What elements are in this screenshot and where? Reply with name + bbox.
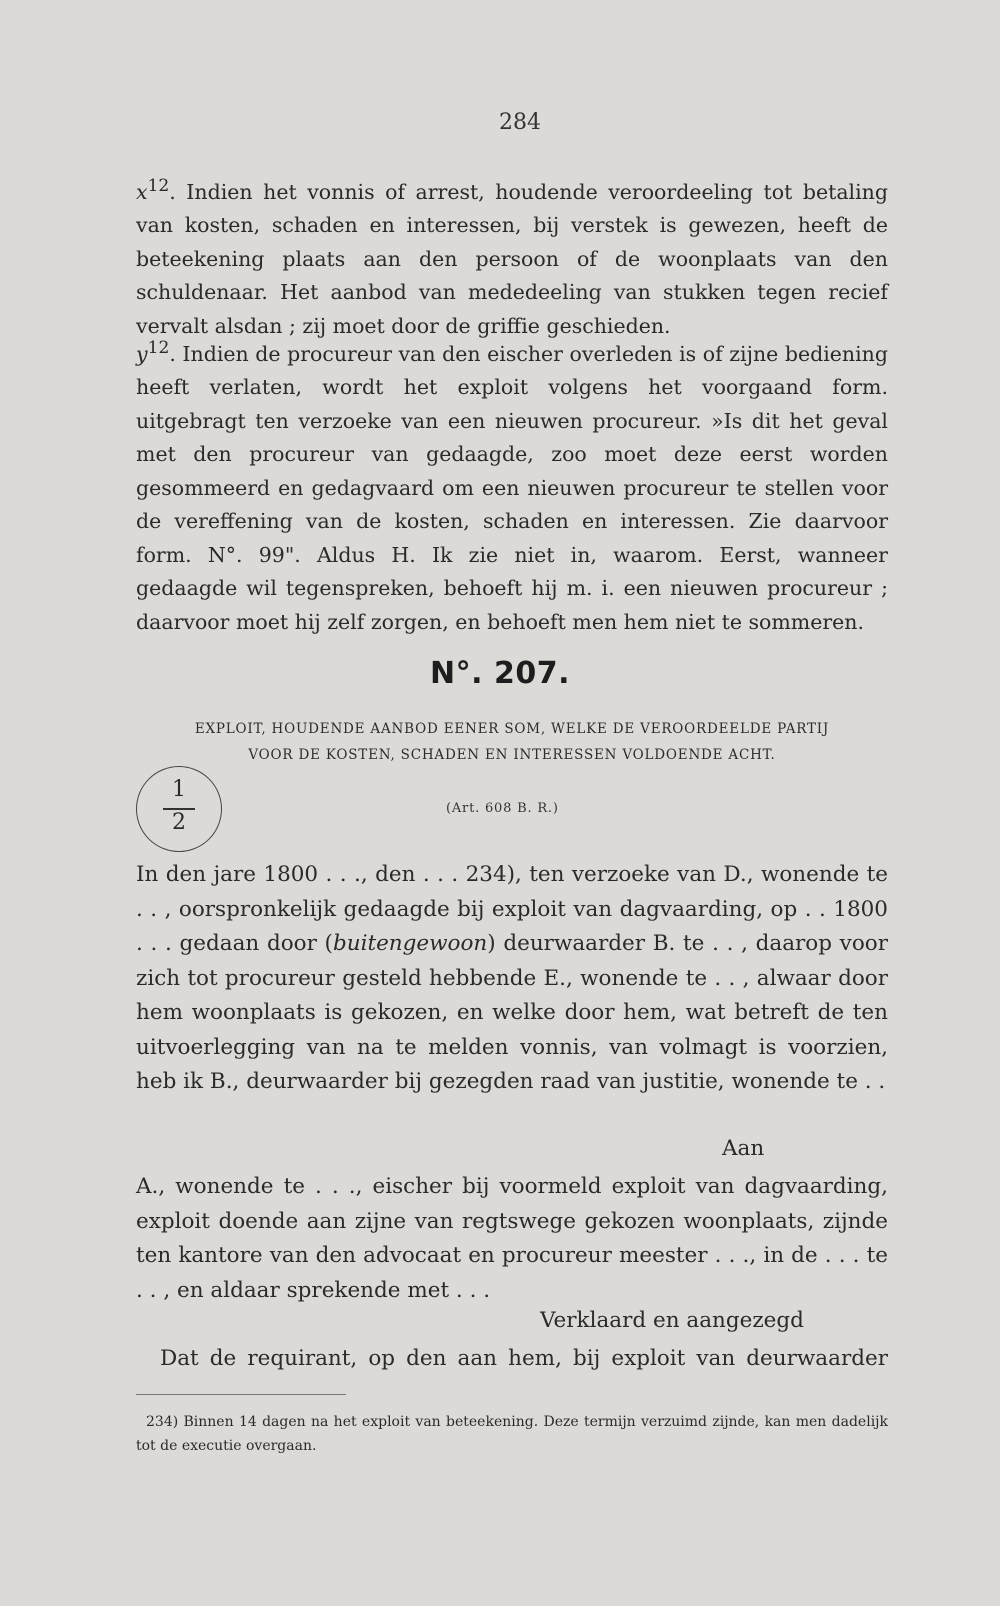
footnote: 234) Binnen 14 dagen na het exploit van beteekening. Deze termijn verzuimd zijnde, kan men dadelijk tot de executie overgaan. [136, 1414, 888, 1454]
form-number-heading: N°. 207. [430, 656, 570, 691]
form-title-line-1: EXPLOIT, HOUDENDE AANBOD EENER SOM, WELKE DE VEROORDEELDE PARTIJ [194, 721, 830, 737]
form-body-addressee [136, 1170, 888, 1308]
intro-part-1: In den jare 1800 . . ., den . . . 234), ten verzoeke van D., wonende te . . , oorspronkelijk gedaagde bij exploit van dagvaarding, op . . 1800 . . . gedaan door ( [136, 862, 888, 956]
form-body-declaration: Dat de requirant, op den aan hem, bij exploit van deurwaarder [160, 1346, 888, 1371]
fraction-stamp [136, 766, 222, 852]
x-superscript: 12 [147, 176, 170, 196]
verklaard-heading: Verklaard en aangezegd [540, 1308, 804, 1333]
x-marker: x [136, 179, 148, 204]
paragraph-y12 [136, 332, 888, 639]
footnote-divider [136, 1394, 346, 1395]
article-reference: (Art. 608 B. R.) [446, 801, 559, 816]
form-body-intro-text [136, 858, 888, 1100]
stamp-numerator: 1 [172, 777, 186, 802]
aan-label: Aan [722, 1136, 765, 1161]
y-marker: y [136, 341, 148, 366]
stamp-denominator: 2 [172, 810, 186, 835]
paragraph-x12-text [136, 170, 888, 343]
y-superscript: 12 [147, 338, 170, 358]
addressee-text: A., wonende te . . ., eischer bij voormeld exploit van dagvaarding, exploit doende aan zijne van regtswege gekozen woonplaats, zijnde ten kantore van den advocaat en procureur meester . . ., in de . . . te . . , en aldaar sprekende met . . . [136, 1174, 888, 1303]
paragraph-y12-text [136, 332, 888, 639]
paragraph-x12 [136, 170, 888, 343]
x12-body: . Indien het vonnis of arrest, houdende veroordeeling tot betaling van kosten, schaden en interessen, bij verstek is gewezen, heeft de beteekening plaats aan den persoon of de woonplaats van den schuldenaar. Het aanbod van mededeeling van stukken tegen recief vervalt alsdan ; zij moet door de griffie geschieden. [136, 179, 888, 338]
intro-part-2: ) deurwaarder B. te . . , daarop voor zich tot procureur gesteld hebbende E., wonende te . . , alwaar door hem woonplaats is gekozen, en welke door hem, wat betreft de ten uitvoerlegging van na te melden vonnis, van volmagt is voorzien, heb ik B., deurwaarder bij gezegden raad van justitie, wonende te . . [136, 931, 888, 1094]
y12-body: . Indien de procureur van den eischer overleden is of zijne bediening heeft verlaten, wordt het exploit volgens het voorgaand form. uitgebragt ten verzoeke van een nieuwen procureur. »Is dit het geval met den procureur van gedaagde, zoo moet deze eerst worden gesommeerd en gedagvaard om een nieuwen procureur te stellen voor de vereffening van de kosten, schaden en interessen. Zie daarvoor form. N°. 99". Aldus H. Ik zie niet in, waarom. Eerst, wanneer gedaagde wil tegenspreken, behoeft hij m. i. een nieuwen procureur ; daarvoor moet hij zelf zorgen, en behoeft men hem niet te sommeren. [136, 341, 888, 634]
intro-italic: buitengewoon [332, 931, 488, 956]
page-number: 284 [499, 110, 541, 135]
form-body-intro [136, 858, 888, 1100]
form-title [136, 716, 888, 768]
form-title-line-2: VOOR DE KOSTEN, SCHADEN EN INTERESSEN VOLDOENDE ACHT. [248, 747, 776, 763]
